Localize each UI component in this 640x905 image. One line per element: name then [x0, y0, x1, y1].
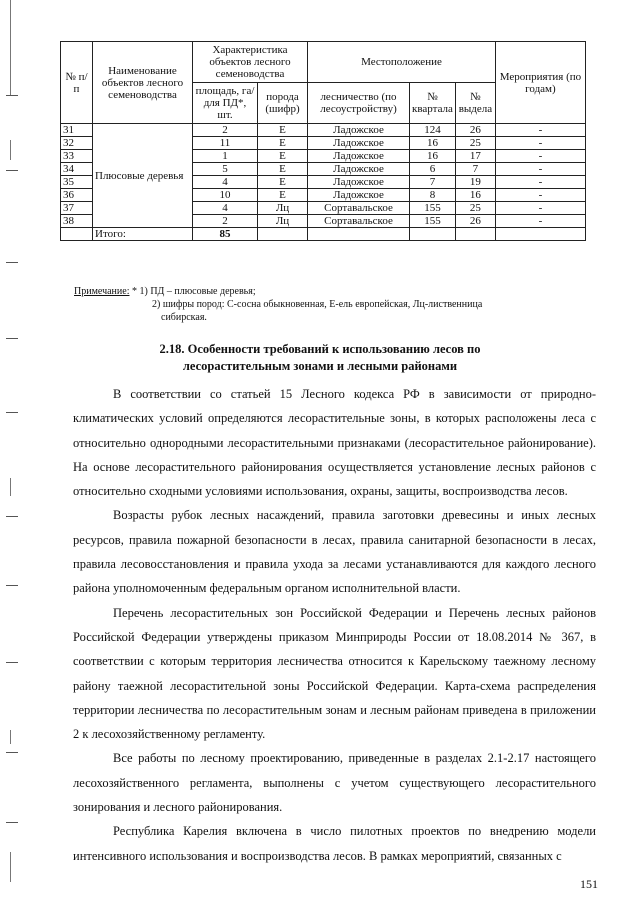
- cell-quarter: 155: [410, 202, 456, 215]
- total-label: Итого:: [93, 228, 193, 241]
- cell-quarter: 6: [410, 163, 456, 176]
- seed-objects-table: [60, 41, 586, 241]
- cell-measures: -: [495, 163, 585, 176]
- header-measures: Мероприятия (по годам): [495, 42, 585, 124]
- cell-section: 19: [455, 176, 495, 189]
- cell-num: 38: [61, 215, 93, 228]
- cell-species: Е: [258, 163, 308, 176]
- paragraph: Республика Карелия включена в число пилотных проектов по внедрению модели интенсивного использования и воспроизводства лесов. В рамках мероприятий, связанных с: [73, 824, 596, 863]
- cell-species: Лц: [258, 202, 308, 215]
- cell-area: 11: [193, 137, 258, 150]
- cell-quarter: 7: [410, 176, 456, 189]
- note-label: Примечание:: [74, 286, 130, 297]
- note-line2: 2) шифры пород: С-сосна обыкновенная, Е-ель европейская, Лц-лиственница: [152, 299, 483, 310]
- section-title: [0, 341, 640, 375]
- header-area: площадь, га/ для ПД*, шт.: [193, 83, 258, 124]
- total-cell: [308, 228, 410, 241]
- binder-marks: [6, 0, 20, 905]
- note-line3: сибирская.: [161, 312, 207, 323]
- cell-species: Е: [258, 137, 308, 150]
- cell-quarter: 16: [410, 150, 456, 163]
- cell-num: 35: [61, 176, 93, 189]
- cell-num: 32: [61, 137, 93, 150]
- page-number: 151: [580, 877, 598, 891]
- cell-section: 17: [455, 150, 495, 163]
- cell-section: 25: [455, 202, 495, 215]
- section-title-line2: лесорастительным зонами и лесными районами: [182, 359, 458, 373]
- cell-forestry: Ладожское: [308, 124, 410, 137]
- section-title-line1: 2.18. Особенности требований к использованию лесов по: [159, 342, 481, 356]
- cell-area: 4: [193, 202, 258, 215]
- cell-measures: -: [495, 150, 585, 163]
- cell-num: 34: [61, 163, 93, 176]
- cell-quarter: 124: [410, 124, 456, 137]
- cell-area: 10: [193, 189, 258, 202]
- cell-area: 2: [193, 215, 258, 228]
- total-value: 85: [193, 228, 258, 241]
- header-species: порода (шифр): [258, 83, 308, 124]
- cell-num: 36: [61, 189, 93, 202]
- paragraph: В соответствии со статьей 15 Лесного кодекса РФ в зависимости от природно-климатических условий определяются лесорастительные зоны, в которых расположены леса с относительно однородными лесорастительными признаками (лесорастительное районирование). На основе лесорастительного районирования осуществляется установление лесных районов с относительно сходными условиями использования, охраны, защиты, воспроизводства лесов.: [73, 387, 596, 499]
- header-num: № п/п: [61, 42, 93, 124]
- total-empty: [61, 228, 93, 241]
- cell-measures: -: [495, 137, 585, 150]
- total-cell: [258, 228, 308, 241]
- header-forestry: лесничество (по лесоустройству): [308, 83, 410, 124]
- cell-forestry: Сортавальское: [308, 202, 410, 215]
- total-cell: [455, 228, 495, 241]
- cell-quarter: 155: [410, 215, 456, 228]
- cell-section: 25: [455, 137, 495, 150]
- paragraph: Все работы по лесному проектированию, приведенные в разделах 2.1-2.17 настоящего лесохозяйственного регламента, выполнены с учетом существующего лесорастительного зонирования и лесного районирования.: [73, 751, 596, 815]
- cell-measures: -: [495, 215, 585, 228]
- header-section: № выдела: [455, 83, 495, 124]
- cell-measures: -: [495, 176, 585, 189]
- cell-section: 26: [455, 124, 495, 137]
- cell-object-name: Плюсовые деревья: [93, 124, 193, 228]
- cell-species: Е: [258, 189, 308, 202]
- paragraph: Возрасты рубок лесных насаждений, правила заготовки древесины и иных лесных ресурсов, правила пожарной безопасности в лесах, правила санитарной безопасности в лесах, правила лесовосстановления и правила ухода за лесами устанавливаются для каждого лесного района уполномоченным федеральным органом исполнительной власти.: [73, 508, 596, 596]
- cell-num: 31: [61, 124, 93, 137]
- cell-species: Е: [258, 176, 308, 189]
- cell-area: 2: [193, 124, 258, 137]
- cell-forestry: Сортавальское: [308, 215, 410, 228]
- cell-num: 37: [61, 202, 93, 215]
- cell-section: 16: [455, 189, 495, 202]
- total-cell: [495, 228, 585, 241]
- note-line1: * 1) ПД – плюсовые деревья;: [129, 286, 256, 297]
- cell-measures: -: [495, 189, 585, 202]
- cell-quarter: 16: [410, 137, 456, 150]
- cell-num: 33: [61, 150, 93, 163]
- cell-section: 26: [455, 215, 495, 228]
- table-row: [61, 124, 586, 137]
- header-location: Местоположение: [308, 42, 496, 83]
- table-note: [74, 285, 482, 324]
- header-characteristics: Характеристика объектов лесного семеноводства: [193, 42, 308, 83]
- body-text: [73, 382, 596, 868]
- cell-area: 5: [193, 163, 258, 176]
- cell-species: Е: [258, 150, 308, 163]
- cell-forestry: Ладожское: [308, 150, 410, 163]
- cell-forestry: Ладожское: [308, 176, 410, 189]
- cell-measures: -: [495, 124, 585, 137]
- total-cell: [410, 228, 456, 241]
- cell-species: Лц: [258, 215, 308, 228]
- cell-measures: -: [495, 202, 585, 215]
- cell-forestry: Ладожское: [308, 189, 410, 202]
- paragraph: Перечень лесорастительных зон Российской Федерации и Перечень лесных районов Российской Федерации утверждены приказом Минприроды России от 18.08.2014 № 367, в соответствии с которым территория лесничества относится к Карельскому таежному лесному району таежной лесорастительной зоны Российской Федерации. Карта-схема распределения территории лесничества по лесорастительным зонам и лесным районам приведена в приложении 2 к лесохозяйственному регламенту.: [73, 605, 596, 742]
- cell-area: 4: [193, 176, 258, 189]
- cell-forestry: Ладожское: [308, 137, 410, 150]
- cell-forestry: Ладожское: [308, 163, 410, 176]
- header-name: Наименование объектов лесного семеноводства: [93, 42, 193, 124]
- header-quarter: № квартала: [410, 83, 456, 124]
- cell-species: Е: [258, 124, 308, 137]
- cell-section: 7: [455, 163, 495, 176]
- cell-area: 1: [193, 150, 258, 163]
- cell-quarter: 8: [410, 189, 456, 202]
